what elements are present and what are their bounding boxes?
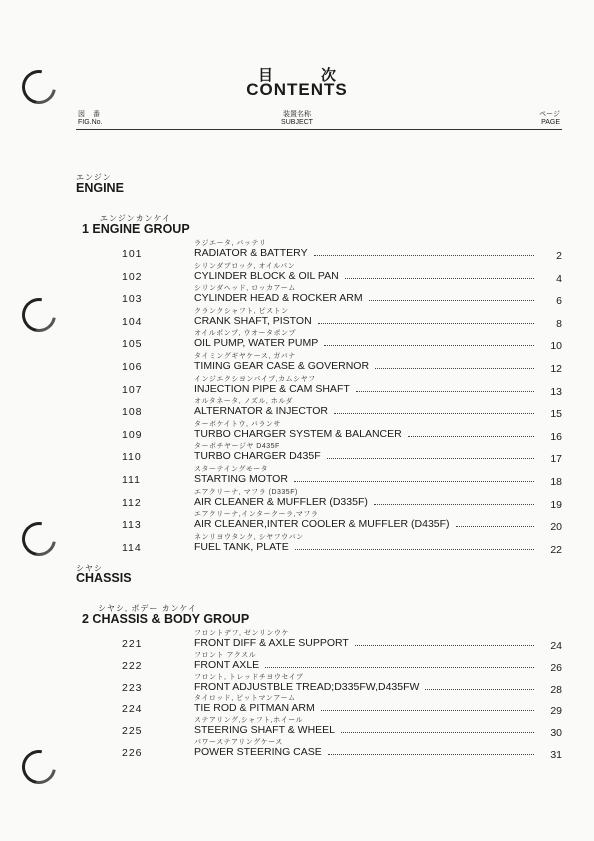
toc-entry[interactable]: [0, 464, 594, 488]
toc-entry[interactable]: [0, 328, 594, 352]
fig-number: 223: [122, 681, 143, 694]
page-number: 26: [550, 661, 562, 674]
subject-line: [194, 473, 534, 485]
header-fig-jp: 図 番: [78, 111, 103, 118]
group-engine-jp: エンジンカンケイ: [100, 214, 171, 223]
subject-title: CYLINDER HEAD & ROCKER ARM: [194, 292, 363, 305]
fig-number: 106: [122, 361, 143, 373]
subject-line: [194, 681, 534, 693]
page-number: 12: [550, 363, 562, 375]
subject-kana: シリンダヘッド, ロッカアーム: [194, 285, 296, 293]
fig-number: 224: [122, 703, 143, 716]
subject-kana: クランクシャフト, ピストン: [194, 307, 289, 315]
toc-entry[interactable]: [0, 532, 594, 556]
dot-leader: [341, 724, 534, 733]
page-number: 29: [550, 705, 562, 718]
subject-kana: ステアリング,シャフト,ホイール: [194, 717, 304, 725]
subject-title: STEERING SHAFT & WHEEL: [194, 724, 335, 737]
subject-kana: インジエクシヨンパイプ,カムシヤフ: [194, 375, 316, 383]
header-subject: [0, 111, 594, 127]
toc-entry[interactable]: [0, 351, 594, 375]
toc-entry[interactable]: [0, 261, 594, 285]
subject-title: OIL PUMP, WATER PUMP: [194, 337, 319, 350]
section-engine-jp: エンジン: [76, 173, 112, 182]
toc-entry[interactable]: [0, 693, 594, 717]
subject-kana: エアクリーナ,インタークーラ,マフラ: [194, 511, 319, 519]
fig-number: 110: [122, 451, 142, 464]
dot-leader: [328, 746, 534, 755]
page-title: CONTENTS: [246, 80, 348, 99]
page-number: 18: [550, 476, 562, 488]
subject-line: [194, 746, 534, 758]
fig-number: 104: [122, 315, 143, 328]
toc-entry[interactable]: [0, 419, 594, 443]
dot-leader: [295, 541, 534, 550]
fig-number: 111: [122, 474, 141, 486]
section-engine: ENGINE: [76, 181, 124, 195]
dot-leader: [425, 681, 534, 690]
subject-title: FUEL TANK, PLATE: [194, 540, 289, 553]
subject-kana: オルタネータ, ノズル, ホルダ: [194, 398, 293, 406]
dot-leader: [375, 360, 534, 369]
subject-title: TIMING GEAR CASE & GOVERNOR: [194, 360, 370, 372]
dot-leader: [318, 315, 534, 324]
subject-kana: ネンリヨウタンク, シヤフウバン: [194, 533, 304, 541]
subject-kana: シリンダブロック, オイルパン: [194, 262, 296, 270]
subject-title: FRONT DIFF & AXLE SUPPORT: [194, 637, 349, 649]
subject-kana: スターテイングモータ: [194, 466, 269, 473]
header-rule: [76, 129, 562, 130]
fig-number: 109: [122, 428, 143, 441]
subject-title: CRANK SHAFT, PISTON: [194, 314, 312, 327]
fig-number: 113: [122, 519, 142, 532]
dot-leader: [456, 518, 534, 527]
page-number: 4: [556, 272, 562, 285]
section-chassis-jp: シヤシ: [76, 564, 103, 573]
fig-number: 103: [122, 293, 143, 306]
toc-entry[interactable]: [0, 715, 594, 739]
page-number: 15: [550, 408, 562, 421]
toc-entry[interactable]: [0, 283, 594, 307]
subject-title: ALTERNATOR & INJECTOR: [194, 405, 328, 418]
subject-line: [194, 383, 534, 395]
page-number: 19: [550, 498, 562, 511]
page-number: 6: [556, 295, 562, 308]
fig-number: 226: [122, 747, 143, 759]
toc-entry[interactable]: [0, 441, 594, 465]
subject-title: RADIATOR & BATTERY: [194, 247, 308, 259]
fig-number: 105: [122, 338, 143, 351]
subject-line: [194, 428, 534, 440]
subject-line: [194, 450, 534, 462]
subject-line: [194, 292, 534, 304]
toc-entry[interactable]: [0, 509, 594, 533]
group-chassis: 2 CHASSIS & BODY GROUP: [82, 612, 250, 626]
subject-title: TIE ROD & PITMAN ARM: [194, 702, 315, 715]
subject-line: [194, 724, 534, 736]
dot-leader: [321, 702, 534, 711]
toc-entry[interactable]: [0, 238, 594, 262]
subject-kana: ラジエータ, バッテリ: [194, 240, 267, 247]
subject-title: FRONT AXLE: [194, 658, 260, 671]
subject-title: TURBO CHARGER D435F: [194, 450, 321, 463]
fig-number: 221: [122, 638, 143, 650]
subject-kana: タイロッド, ピットマンアーム: [194, 695, 296, 703]
page-number: 28: [550, 683, 562, 696]
header-subject-jp: 装置名称: [283, 111, 311, 118]
page-number: 17: [550, 453, 562, 466]
dot-leader: [314, 247, 534, 256]
subject-kana: フロント アクスル: [194, 651, 257, 659]
subject-kana: ターボケイトウ, バランサ: [194, 420, 281, 428]
dot-leader: [369, 292, 534, 301]
subject-title: POWER STEERING CASE: [194, 746, 322, 758]
page-number: 30: [550, 727, 562, 740]
toc-entry[interactable]: [0, 650, 594, 674]
subject-title: INJECTION PIPE & CAM SHAFT: [194, 382, 350, 395]
subject-kana: パワーステアリングケース: [194, 739, 283, 746]
section-chassis: CHASSIS: [76, 571, 132, 585]
toc-entry[interactable]: [0, 374, 594, 398]
page-number: 8: [556, 317, 562, 330]
fig-number: 108: [122, 406, 143, 419]
page-number: 20: [550, 521, 562, 534]
page-number: 31: [550, 749, 562, 761]
subject-line: [194, 541, 534, 553]
subject-line: [194, 702, 534, 714]
subject-line: [194, 518, 534, 530]
subject-title: AIR CLEANER,INTER COOLER & MUFFLER (D435F): [194, 518, 450, 531]
dot-leader: [294, 473, 534, 482]
fig-number: 225: [122, 725, 143, 738]
subject-line: [194, 637, 534, 649]
group-engine: 1 ENGINE GROUP: [82, 222, 190, 236]
subject-title: FRONT ADJUSTBLE TREAD;D335FW,D435FW: [194, 680, 420, 693]
page-number: 2: [556, 250, 562, 262]
subject-line: [194, 337, 534, 349]
header-page: [532, 111, 560, 127]
fig-number: 102: [122, 270, 143, 283]
page-number: 13: [550, 385, 562, 398]
subject-kana: オイルポンプ, ウオータポンプ: [194, 330, 297, 338]
toc-entry[interactable]: [0, 672, 594, 696]
header-subject-en: SUBJECT: [281, 119, 313, 126]
fig-number: 222: [122, 659, 143, 672]
subject-kana: フロント, トレッドチヨウセイブ: [194, 673, 304, 681]
fig-number: 101: [122, 248, 143, 260]
page-number: 22: [550, 543, 562, 556]
header-fig-en: FIG.No.: [78, 119, 103, 126]
subject-kana: タイミングギヤケース, ガバナ: [194, 353, 296, 360]
fig-number: 107: [122, 383, 143, 396]
page-number: 16: [550, 430, 562, 443]
subject-title: TURBO CHARGER SYSTEM & BALANCER: [194, 427, 402, 440]
dot-leader: [265, 659, 534, 668]
dot-leader: [324, 337, 534, 346]
subject-title: CYLINDER BLOCK & OIL PAN: [194, 269, 339, 282]
subject-line: [194, 270, 534, 282]
fig-number: 114: [122, 541, 142, 554]
dot-leader: [374, 496, 534, 505]
dot-leader: [334, 405, 534, 414]
header-page-jp: ページ: [539, 111, 560, 118]
toc-entry[interactable]: [0, 737, 594, 761]
subject-line: [194, 247, 534, 259]
header-page-en: PAGE: [541, 119, 560, 126]
subject-line: [194, 405, 534, 417]
subject-kana: ターボチヤージヤ D435F: [194, 443, 280, 451]
toc-entry[interactable]: [0, 396, 594, 420]
subject-title: STARTING MOTOR: [194, 473, 288, 485]
toc-entry[interactable]: [0, 306, 594, 330]
dot-leader: [345, 270, 534, 279]
toc-entry[interactable]: [0, 487, 594, 511]
fig-number: 112: [122, 496, 142, 509]
dot-leader: [327, 450, 534, 459]
subject-line: [194, 496, 534, 508]
subject-line: [194, 360, 534, 372]
dot-leader: [356, 383, 534, 392]
dot-leader: [408, 428, 534, 437]
subject-line: [194, 315, 534, 327]
subject-line: [194, 659, 534, 671]
page-number: 10: [550, 340, 562, 353]
subject-kana: エアクリーナ, マフラ (D335F): [194, 488, 298, 496]
subject-kana: フロントデフ, ゼンリンウケ: [194, 630, 289, 637]
page-number: 24: [550, 640, 562, 652]
title-jp: 目次: [257, 67, 384, 84]
dot-leader: [355, 637, 534, 646]
subject-title: AIR CLEANER & MUFFLER (D335F): [194, 495, 368, 508]
toc-entry[interactable]: [0, 628, 594, 652]
group-chassis-jp: シヤシ, ボデー カンケイ: [98, 604, 197, 613]
